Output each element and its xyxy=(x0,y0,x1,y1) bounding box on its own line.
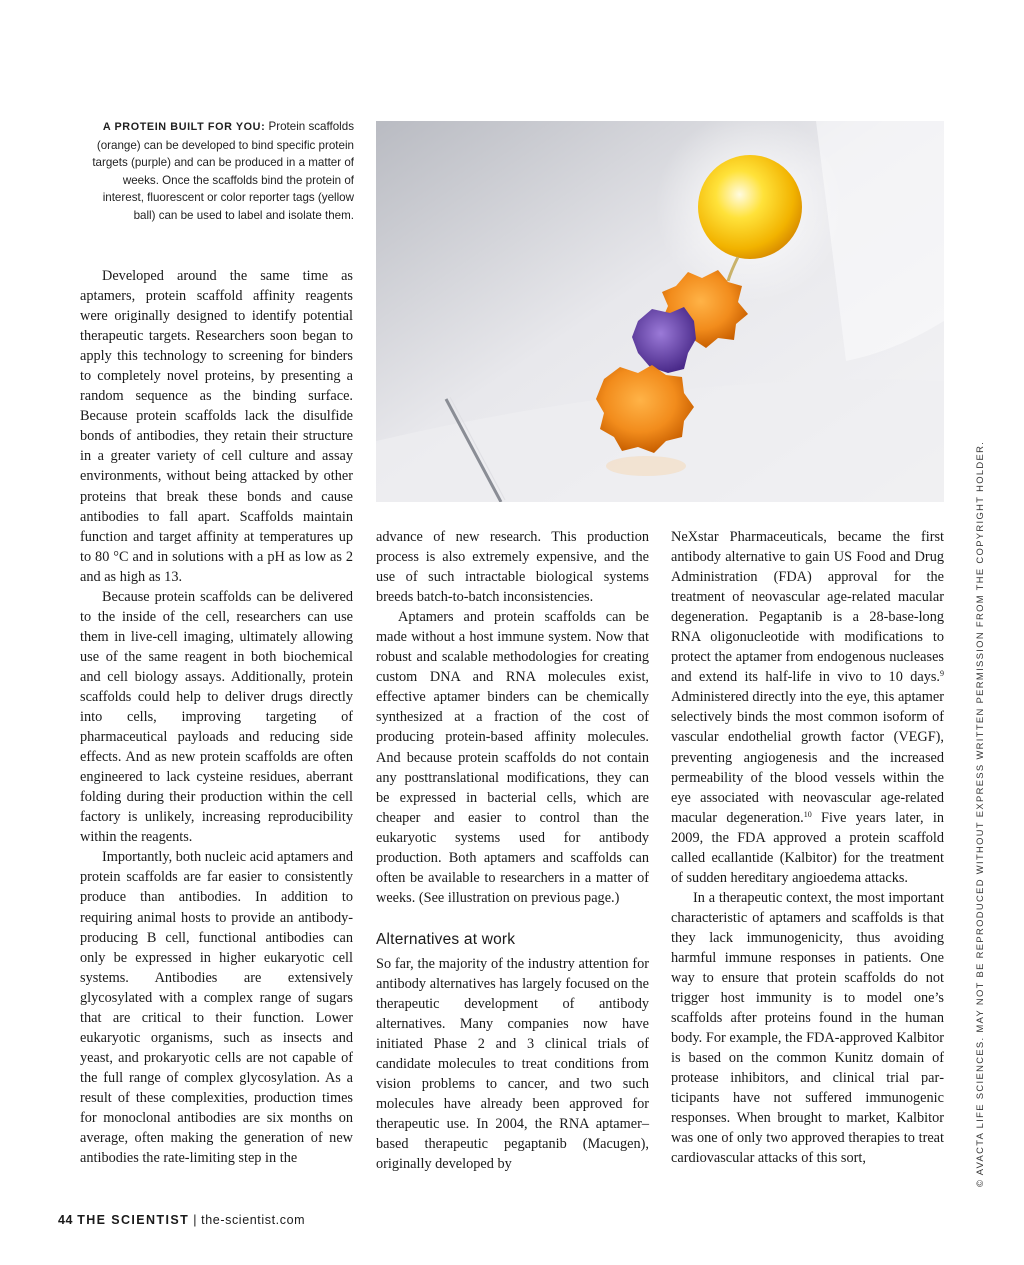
col2-paragraph-3: So far, the majority of the industry attention for antibody alternatives has largely focused on the therapeutic development of antibody alternatives. Many companies now have initiated Phase 2 and 3 clinical trials of candidate molecules to treat conditions from vision problems to cancer, and two such molecules have already been approved for therapeutic use. In 2004, the RNA aptamer–based therapeutic pegaptanib (Macugen), originally developed by xyxy=(376,955,649,1173)
magazine-name: THE SCIENTIST xyxy=(77,1213,190,1227)
footer-url: the-scientist.com xyxy=(201,1213,306,1227)
col3-paragraph-1 xyxy=(671,527,944,888)
caption-body: Protein scaffolds (orange) can be developed to bind specific protein targets (purple) and can be produced in a matter of weeks. Once the scaffolds bind the protein of interest, fluorescent or color reporter tags (yellow ball) can be used to label and isolate them. xyxy=(92,120,354,222)
col2-paragraph-2: Aptamers and protein scaffolds can be made without a host immune system. Now that robust and scalable methodologies for creating custom DNA and RNA molecules exist, effective aptamer binders can be chemically synthesized at a fraction of the cost of producing protein-based affinity molecules. And because protein scaffolds do not contain any posttranslational modifications, they can be expressed in bacterial cells, which are cheaper and easier to control than the eukaryotic systems used for antibody production. Both aptamers and scaffolds can often be available to researchers in a matter of weeks. (See illustration on previous page.) xyxy=(376,609,649,906)
reference-9: 9 xyxy=(940,669,944,679)
image-credit: © AVACTA LIFE SCIENCES. MAY NOT BE REPRODUCED WITHOUT EXPRESS WRITTEN PERMISSION FROM THE COPYRIGHT HOLDER. xyxy=(974,440,985,1187)
col3-text-c: Five years later, in 2009, the FDA approved a protein scaffold called ecallantide (Kalbitor) for the treatment of sudden hereditary angioedema attacks. xyxy=(671,809,944,886)
caption-heading: A PROTEIN BUILT FOR YOU: xyxy=(102,121,266,133)
protein-scaffold-illustration xyxy=(376,121,944,502)
col1-paragraph-2: Because protein scaffolds can be delivered to the inside of the cell, researchers can use them in live-cell imaging, ultimately allowing use of the same reagent in both biochemical and cell biology assays. Additionally, protein scaffolds could help to deliver drugs directly into cells, improving targeting of pharmaceutical payloads and reducing side effects. And as new protein scaffolds are often engineered to lack cysteine residues, aberrant folding during their production within the cell factory is unlikely, increasing reproducibility within the reagents. xyxy=(80,588,353,846)
column-3 xyxy=(671,527,944,1169)
column-2 xyxy=(376,527,649,1174)
col3-text-b: Administered directly into the eye, this aptamer selectively binds the most common isoform of vascular endothelial growth factor (VEGF), preventing angiogenesis and the increased permeability of the blood vessels within the eye associated with neovascular age-related macular degeneration. xyxy=(671,689,944,826)
col1-paragraph-1: Developed around the same time as aptamers, protein scaffold affinity reagents were originally designed to identify potential therapeutic targets. Researchers soon began to apply this technology to screening for binders to completely novel proteins, by presenting a random sequence as the binding surface. Because protein scaffolds lack the disulfide bonds of antibodies, they retain their structure in a greater variety of cell culture and assay environments, without being attacked by other proteins that break these bonds and cause antibodies to fall apart. Scaffolds maintain function and target affinity at temperatures up to 80 °C and in solutions with a pH as low as 2 and as high as 13. xyxy=(80,268,353,585)
col2-paragraph-1: advance of new research. This production process is also extremely expensive, and the use of such intractable biological systems breeds batch-to-batch inconsistencies. xyxy=(376,529,649,606)
figure-caption xyxy=(80,118,354,224)
column-1 xyxy=(80,266,353,1168)
reference-10: 10 xyxy=(803,809,812,819)
section-heading: Alternatives at work xyxy=(376,930,516,948)
protein-scaffold-image xyxy=(376,121,944,502)
page-number: 44 xyxy=(58,1213,74,1227)
page-footer xyxy=(58,1213,305,1227)
footer-separator: | xyxy=(193,1213,198,1227)
col1-paragraph-3: Importantly, both nucleic acid aptamers and protein scaffolds are far easier to consistently produce than antibodies. In addition to requiring animal hosts to provide an antibody-producing B cell, functional antibodies can only be expressed in higher eukaryotic cell systems. Antibodies are extensively glycosylated with a complex range of sugars that are critical to their function. Lower eukaryotic organisms, such as insects and yeast, and prokaryotic cells are not capable of the full range of complex glycosylation. As a result of these complexities, production times for monoclonal antibodies are six months on average, often making the generation of new antibodies the rate-limiting step in the xyxy=(80,849,353,1167)
col3-paragraph-2: In a therapeutic context, the most important characteristic of aptamers and scaffolds is that they lack immunogenicity, thus avoiding harmful immune responses in patients. One way to ensure that protein scaffolds do not trigger host immunity is to model one’s scaffolds after proteins found in the human body. For example, the FDA-approved Kalbitor is based on the common Kunitz domain of protease inhibitors, and clinical trial participants have not suffered immunogenic responses. When brought to market, Kalbitor was one of only two approved therapies to treat cardiovascular attacks of this sort, xyxy=(671,889,944,1167)
col3-text-a: NeXstar Pharmaceuticals, became the first antibody alternative to gain US Food and Drug Administration (FDA) approval for the treatment of neovascular age-related macular degeneration. Pegaptanib is a 28-base-long RNA oligonucleotide with modifications to protect the aptamer from endogenous nucleases and extend its half-life in vivo to 10 days. xyxy=(671,529,944,686)
